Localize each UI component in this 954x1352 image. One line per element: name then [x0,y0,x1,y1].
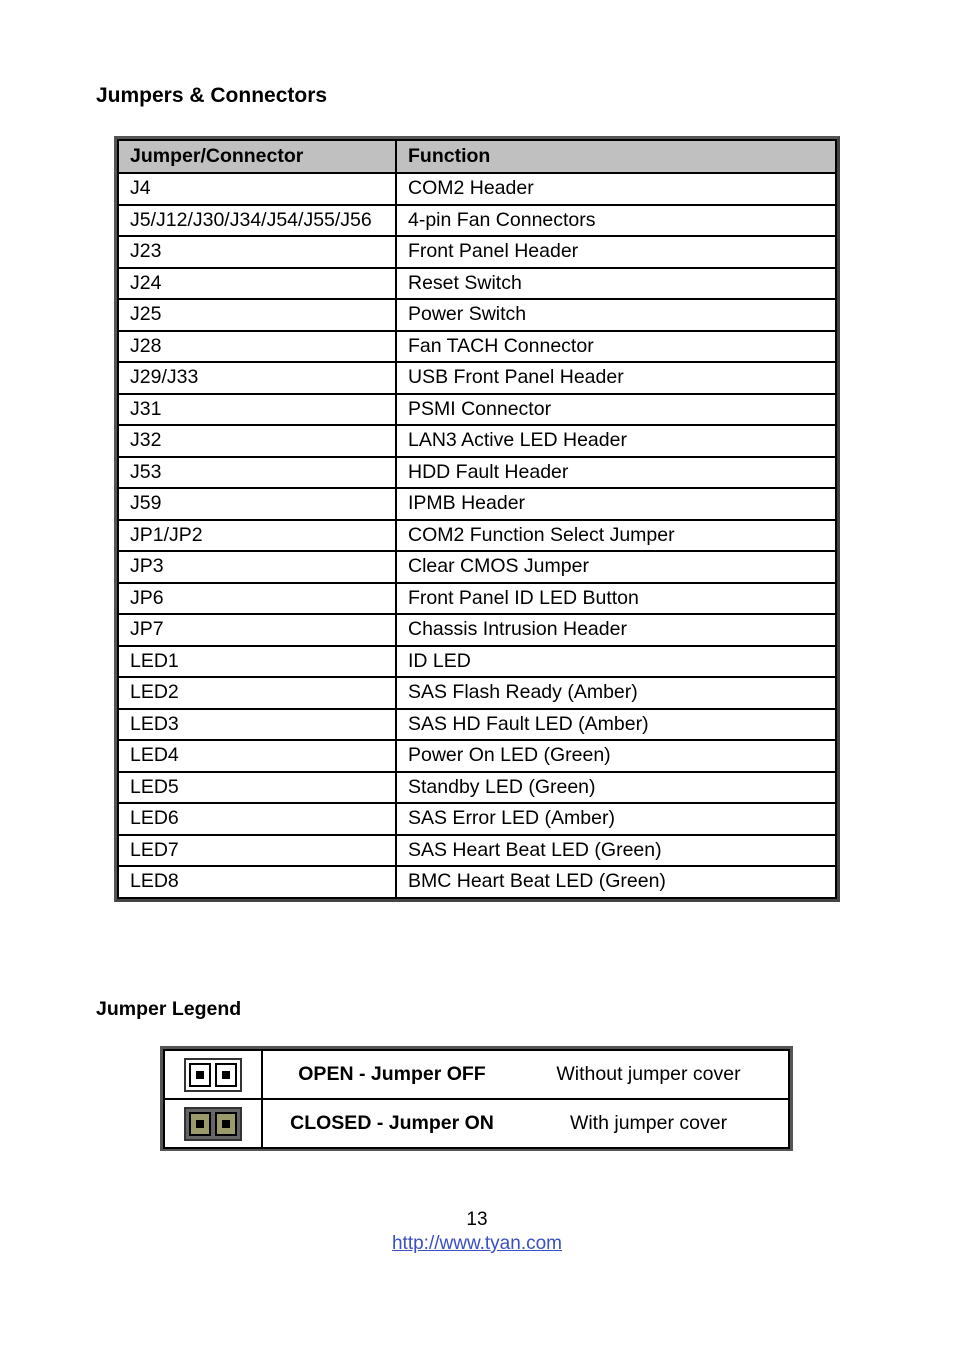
jumper-connector-cell: J29/J33 [118,362,396,394]
function-cell: Power On LED (Green) [396,740,836,772]
jumper-connector-cell: LED4 [118,740,396,772]
jumper-connector-cell: J24 [118,268,396,300]
table-row [118,551,836,583]
connector-table [117,139,837,899]
legend-row-open [164,1050,789,1099]
jumper-connector-cell: J23 [118,236,396,268]
table-row [118,457,836,489]
function-cell: ID LED [396,646,836,678]
table-row [118,709,836,741]
table-row [118,740,836,772]
function-cell: Front Panel ID LED Button [396,583,836,615]
jumper-connector-cell: LED6 [118,803,396,835]
function-cell: PSMI Connector [396,394,836,426]
table-row [118,236,836,268]
jumper-connector-cell: J25 [118,299,396,331]
jumper-connector-cell: J53 [118,457,396,489]
jumper-connector-cell: JP6 [118,583,396,615]
jumper-connector-cell: J31 [118,394,396,426]
legend-row-closed [164,1099,789,1148]
table-row [118,677,836,709]
function-cell: Chassis Intrusion Header [396,614,836,646]
legend-title: Jumper Legend [96,998,242,1020]
function-cell: SAS Flash Ready (Amber) [396,677,836,709]
function-cell: 4-pin Fan Connectors [396,205,836,237]
function-cell: HDD Fault Header [396,457,836,489]
legend-icon-cell [164,1050,262,1099]
function-cell: BMC Heart Beat LED (Green) [396,866,836,898]
jumper-connector-cell: LED8 [118,866,396,898]
jumper-legend-table [160,1046,793,1151]
function-cell: COM2 Header [396,173,836,205]
jumper-connector-cell: J32 [118,425,396,457]
table-row [118,425,836,457]
table-row [118,614,836,646]
legend-icon-cell [164,1099,262,1148]
table-row [118,646,836,678]
function-cell: Reset Switch [396,268,836,300]
jumper-connector-cell: LED7 [118,835,396,867]
legend-description: Without jumper cover [521,1050,789,1099]
jumper-connector-cell: LED1 [118,646,396,678]
function-cell: IPMB Header [396,488,836,520]
function-cell: Front Panel Header [396,236,836,268]
table-row [118,299,836,331]
table-row [118,583,836,615]
table-row [118,772,836,804]
table-row [118,394,836,426]
jumper-connector-cell: J4 [118,173,396,205]
function-cell: Fan TACH Connector [396,331,836,363]
jumper-open-icon [184,1058,242,1092]
legend-description: With jumper cover [569,1112,728,1134]
column-header-function: Function [396,140,836,173]
jumper-connector-cell: J5/J12/J30/J34/J54/J55/J56 [118,205,396,237]
website-link[interactable]: http://www.tyan.com [391,1233,562,1254]
jumper-connector-cell: LED3 [118,709,396,741]
function-cell: SAS Heart Beat LED (Green) [396,835,836,867]
jumper-connector-cell: JP7 [118,614,396,646]
table-row [118,520,836,552]
table-row [118,362,836,394]
page-number: 13 [466,1209,488,1230]
function-cell: Clear CMOS Jumper [396,551,836,583]
legend-table [163,1049,790,1149]
function-cell: SAS HD Fault LED (Amber) [396,709,836,741]
function-cell: USB Front Panel Header [396,362,836,394]
function-cell: Power Switch [396,299,836,331]
table-row [118,268,836,300]
jumper-connector-cell: JP1/JP2 [118,520,396,552]
table-row [118,835,836,867]
jumpers-connectors-table [114,136,840,902]
legend-state: OPEN - Jumper OFF [262,1050,521,1099]
function-cell: LAN3 Active LED Header [396,425,836,457]
table-row [118,866,836,898]
page-title: Jumpers & Connectors [96,84,328,107]
jumper-connector-cell: LED2 [118,677,396,709]
function-cell: Standby LED (Green) [396,772,836,804]
jumper-connector-cell: J59 [118,488,396,520]
jumper-closed-icon [184,1107,242,1141]
function-cell: SAS Error LED (Amber) [396,803,836,835]
table-row [118,488,836,520]
column-header-jumper: Jumper/Connector [118,140,396,173]
table-row [118,205,836,237]
jumper-connector-cell: LED5 [118,772,396,804]
table-header-row [118,140,836,173]
table-row [118,331,836,363]
legend-state: CLOSED - Jumper ON [290,1112,494,1134]
jumper-connector-cell: J28 [118,331,396,363]
table-row [118,803,836,835]
function-cell: COM2 Function Select Jumper [396,520,836,552]
table-row [118,173,836,205]
jumper-connector-cell: JP3 [118,551,396,583]
